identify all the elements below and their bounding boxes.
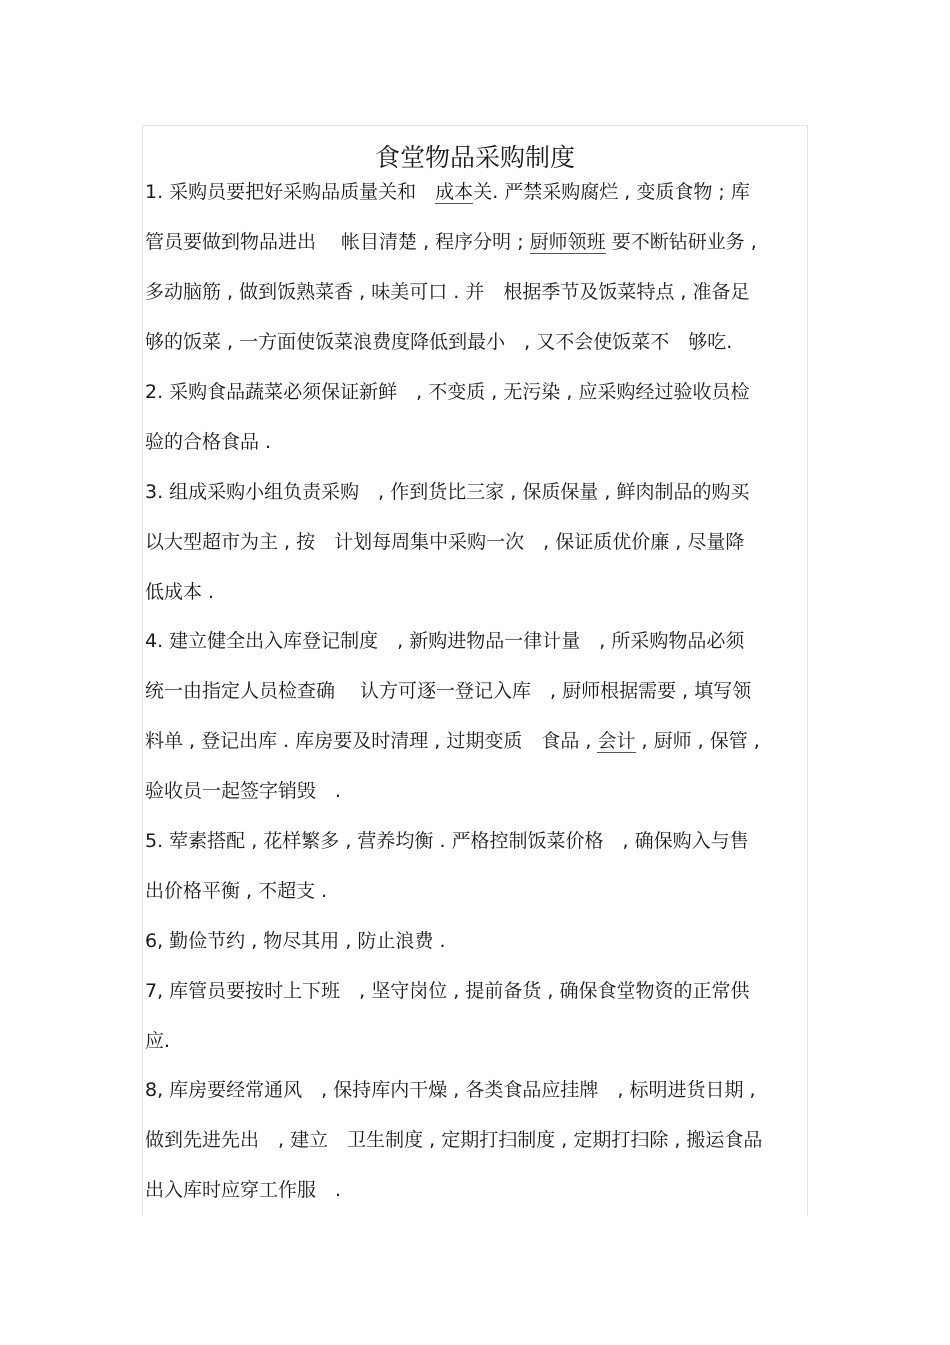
text-line: 6, 勤俭节约 , 物尽其用 , 防止浪费 . [145, 930, 446, 952]
text-line: 出入库时应穿工作服 . [145, 1179, 342, 1201]
text-line: 够的饭菜 , 一方面使饭菜浪费度降低到最小 , 又不会使饭菜不 够吃. [145, 331, 733, 353]
text-line: 以大型超市为主 , 按 计划每周集中采购一次 , 保证质优价廉 , 尽量降 [145, 531, 745, 553]
text-line: 5. 荤素搭配 , 花样繁多 , 营养均衡 . 严格控制饭菜价格 , 确保购入与售 [145, 830, 749, 852]
text-line: 验的合格食品 . [145, 431, 272, 453]
text-line: 料单 , 登记出库 . 库房要及时清理 , 过期变质 食品 , 会计 , 厨师 , 保管 , [145, 730, 760, 752]
underlined-term: 厨师领班 [529, 231, 606, 253]
text-line: 应. [145, 1030, 171, 1052]
text-line: 4. 建立健全出入库登记制度 , 新购进物品一律计量 , 所采购物品必须 [145, 630, 745, 652]
text-line: 管员要做到物品进出 帐目清楚 , 程序分明 ; 厨师领班 要不断钻研业务 , [145, 231, 757, 253]
text-line: 7, 库管员要按时上下班 , 坚守岗位 , 提前备货 , 确保食堂物资的正常供 [145, 980, 750, 1002]
text-line: 8, 库房要经常通风 , 保持库内干燥 , 各类食品应挂牌 , 标明进货日期 , [145, 1079, 756, 1101]
text-line: 3. 组成采购小组负责采购 , 作到货比三家 , 保质保量 , 鲜肉制品的购买 [145, 481, 750, 503]
text-line: 出价格平衡 , 不超支 . [145, 880, 328, 902]
underlined-term: 会计 [597, 730, 636, 752]
text-line: 2. 采购食品蔬菜必须保证新鲜 , 不变质 , 无污染 , 应采购经过验收员检 [145, 381, 750, 403]
text-line: 多动脑筋 , 做到饭熟菜香 , 味美可口 . 并 根据季节及饭菜特点 , 准备足 [145, 281, 750, 303]
underlined-term: 成本 [435, 181, 474, 203]
text-line: 低成本 . [145, 581, 215, 603]
document-title: 食堂物品采购制度 [374, 142, 575, 172]
text-line: 做到先进先出 , 建立 卫生制度 , 定期打扫制度 , 定期打扫除 , 搬运食品 [145, 1129, 763, 1151]
text-line: 统一由指定人员检查确 认方可逐一登记入库 , 厨师根据需要 , 填写领 [145, 680, 752, 702]
text-line: 1. 采购员要把好采购品质量关和 成本关. 严禁采购腐烂 , 变质食物 ; 库 [145, 181, 750, 203]
text-line: 验收员一起签字销毁 . [145, 780, 342, 802]
